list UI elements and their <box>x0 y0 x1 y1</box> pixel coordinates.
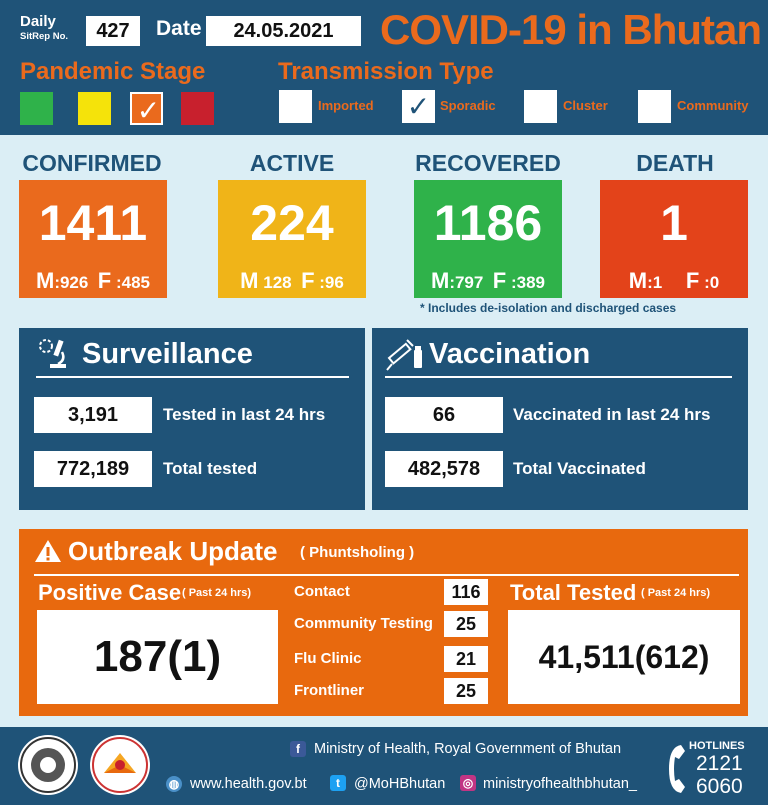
imported-label: Imported <box>318 98 374 113</box>
footnote: * Includes de-isolation and discharged cases <box>420 301 677 315</box>
recovered-title: RECOVERED <box>415 150 561 176</box>
ministry-name: Ministry of Health, Royal Government of Bhutan <box>314 741 622 757</box>
total-tested-label: Total tested <box>163 459 258 478</box>
community-testing-label: Community Testing <box>294 615 433 632</box>
page-title: COVID-19 in Bhutan <box>380 6 762 53</box>
recovered-gender-split: M:797 F :389 <box>430 268 546 293</box>
total-vaccinated-value: 482,578 <box>385 451 503 487</box>
stage-box-red <box>181 92 214 125</box>
instagram-handle[interactable]: ministryofhealthbhutan_ <box>483 776 637 792</box>
cluster-checkbox <box>524 90 557 123</box>
outbreak-location: ( Phuntsholing ) <box>300 544 415 561</box>
contact-value: 116 <box>444 579 488 605</box>
recovered-value: 1186 <box>433 195 543 251</box>
flu-clinic-value: 21 <box>444 646 488 672</box>
surveillance-title: Surveillance <box>82 338 253 370</box>
sitrep-number: 427 <box>86 16 140 46</box>
surveillance-divider <box>36 376 349 378</box>
confirmed-card <box>19 180 167 298</box>
cluster-label: Cluster <box>563 98 608 113</box>
stage-box-orange <box>130 92 163 125</box>
sporadic-checkbox <box>402 90 435 123</box>
stage-box-yellow <box>78 92 111 125</box>
phone-icon <box>665 743 687 800</box>
death-gender-split: M:1 F :0 <box>628 268 720 293</box>
active-gender-split: M 128 F :96 <box>240 268 344 293</box>
confirmed-gender-split: M:926 F :485 <box>35 268 151 293</box>
date-value: 24.05.2021 <box>206 16 361 46</box>
positive-case-value: 187(1) <box>37 610 278 704</box>
total-tested-subtitle: ( Past 24 hrs) <box>641 587 711 599</box>
sitrep-label: SitRep No. <box>20 31 69 42</box>
outbreak-title: Outbreak Update <box>68 536 278 566</box>
website-link[interactable]: www.health.gov.bt <box>190 776 307 792</box>
ministry-logo <box>90 735 150 795</box>
recovered-card <box>414 180 562 298</box>
confirmed-title: CONFIRMED <box>22 150 162 176</box>
death-value: 1 <box>660 195 688 251</box>
active-title: ACTIVE <box>249 150 335 176</box>
microscope-icon <box>36 336 72 377</box>
frontliner-label: Frontliner <box>294 682 364 699</box>
facebook-icon[interactable]: f <box>290 741 306 757</box>
community-testing-value: 25 <box>444 611 488 637</box>
total-vaccinated-label: Total Vaccinated <box>513 459 646 478</box>
frontliner-value: 25 <box>444 678 488 704</box>
vaccinated-24hrs-label: Vaccinated in last 24 hrs <box>513 405 711 424</box>
syringe-icon <box>385 336 425 377</box>
daily-label: Daily <box>20 13 56 30</box>
sporadic-label: Sporadic <box>440 98 496 113</box>
warning-icon <box>34 538 62 569</box>
positive-case-subtitle: ( Past 24 hrs) <box>182 587 252 599</box>
instagram-icon[interactable]: ◎ <box>460 775 476 791</box>
tested-24hrs-value: 3,191 <box>34 397 152 433</box>
outbreak-divider <box>34 574 739 576</box>
total-tested-outbreak-value: 41,511(612) <box>508 610 740 704</box>
confirmed-value: 1411 <box>38 195 148 251</box>
total-tested-value: 772,189 <box>34 451 152 487</box>
date-label: Date <box>156 17 202 40</box>
hotline-number-2[interactable]: 6060 <box>696 775 743 798</box>
twitter-icon[interactable]: t <box>330 775 346 791</box>
active-card <box>218 180 366 298</box>
emblem-logo <box>18 735 78 795</box>
vaccinated-24hrs-value: 66 <box>385 397 503 433</box>
vaccination-title: Vaccination <box>429 338 591 370</box>
tested-24hrs-label: Tested in last 24 hrs <box>163 405 326 424</box>
transmission-type-title: Transmission Type <box>278 58 494 85</box>
hotline-number-1[interactable]: 2121 <box>696 752 743 775</box>
active-value: 224 <box>250 195 334 251</box>
stage-box-green <box>20 92 53 125</box>
twitter-handle[interactable]: @MoHBhutan <box>354 776 446 792</box>
total-tested-title: Total Tested <box>510 580 637 605</box>
community-checkbox <box>638 90 671 123</box>
globe-icon: ◍ <box>166 776 182 792</box>
death-title: DEATH <box>636 150 714 176</box>
positive-case-title: Positive Case <box>38 580 182 605</box>
flu-clinic-label: Flu Clinic <box>294 650 362 667</box>
imported-checkbox <box>279 90 312 123</box>
pandemic-stage-title: Pandemic Stage <box>20 58 206 85</box>
community-label: Community <box>677 98 749 113</box>
contact-label: Contact <box>294 583 350 600</box>
vaccination-divider <box>385 376 732 378</box>
hotlines-label: HOTLINES <box>689 740 745 752</box>
check-mark-icon: ✓ <box>136 95 161 126</box>
death-card <box>600 180 748 298</box>
check-mark-icon: ✓ <box>406 91 431 122</box>
